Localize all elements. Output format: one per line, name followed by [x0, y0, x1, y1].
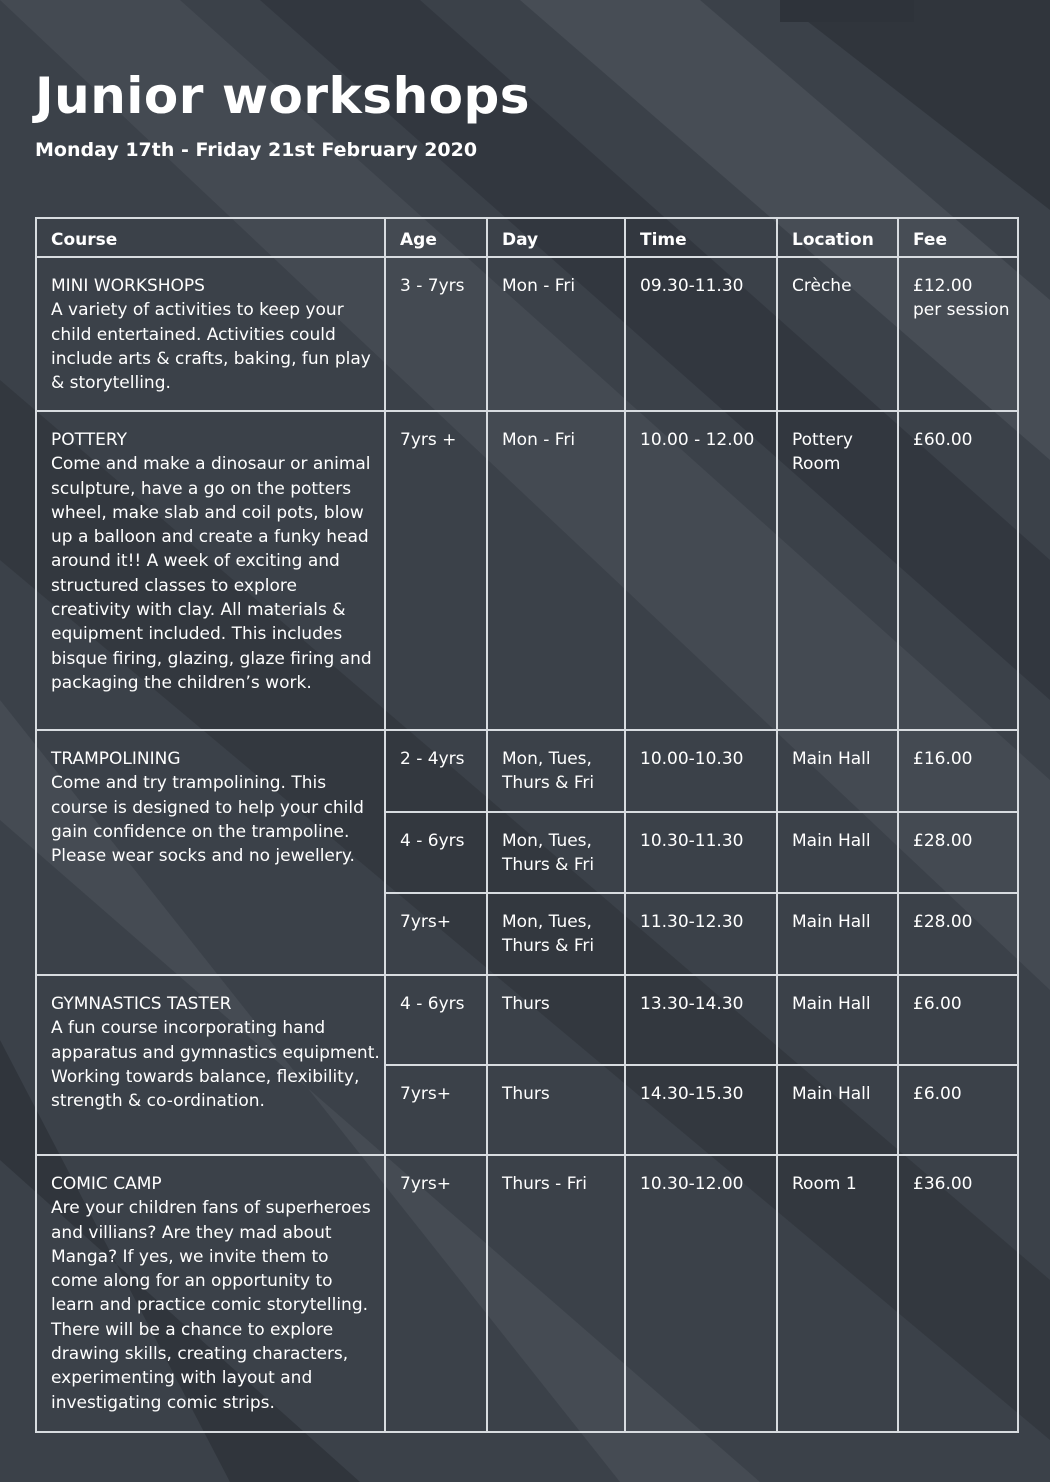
time-cell: 13.30-14.30 — [625, 975, 777, 1065]
day-cell: Mon - Fri — [487, 257, 625, 411]
course-cell — [36, 975, 385, 1155]
day-cell: Mon, Tues, Thurs & Fri — [487, 893, 625, 975]
top-accent-block — [780, 0, 914, 22]
age-cell: 7yrs+ — [385, 1155, 487, 1432]
age-cell: 2 - 4yrs — [385, 730, 487, 812]
age-cell: 4 - 6yrs — [385, 812, 487, 893]
course-cell — [36, 1155, 385, 1432]
fee-cell: £6.00 — [898, 975, 1018, 1065]
table-row — [36, 257, 1018, 411]
age-cell: 7yrs+ — [385, 1065, 487, 1155]
column-header-age: Age — [385, 218, 487, 257]
table-row — [36, 730, 1018, 812]
time-cell: 10.00 - 12.00 — [625, 411, 777, 730]
location-cell: Room 1 — [777, 1155, 898, 1432]
day-cell: Thurs — [487, 1065, 625, 1155]
day-cell: Mon - Fri — [487, 411, 625, 730]
column-header-course: Course — [36, 218, 385, 257]
course-title: TRAMPOLINING — [51, 749, 181, 769]
course-title: COMIC CAMP — [51, 1174, 162, 1194]
course-title: POTTERY — [51, 430, 127, 450]
page-title: Junior workshops — [35, 67, 531, 125]
location-cell: Main Hall — [777, 812, 898, 893]
location-cell: Pottery Room — [777, 411, 898, 730]
course-description: Are your children fans of superheroes and villians? Are they mad about Manga? If yes, we invite them to come along for an opportunity to learn and practice comic storytelling. There will be a chance to explore drawing skills, creating characters, experimenting with layout and investigating comic strips. — [51, 1198, 371, 1413]
column-header-time: Time — [625, 218, 777, 257]
date-range: Monday 17th - Friday 21st February 2020 — [35, 139, 478, 161]
fee-cell — [898, 257, 1018, 411]
age-cell: 7yrs + — [385, 411, 487, 730]
day-cell: Thurs - Fri — [487, 1155, 625, 1432]
course-cell — [36, 257, 385, 411]
fee-cell: £28.00 — [898, 812, 1018, 893]
time-cell: 10.30-11.30 — [625, 812, 777, 893]
column-header-day: Day — [487, 218, 625, 257]
location-cell: Main Hall — [777, 893, 898, 975]
location-cell: Main Hall — [777, 975, 898, 1065]
table-row — [36, 975, 1018, 1065]
time-cell: 09.30-11.30 — [625, 257, 777, 411]
column-header-location: Location — [777, 218, 898, 257]
table-row — [36, 411, 1018, 730]
table-row — [36, 1155, 1018, 1432]
day-cell: Mon, Tues, Thurs & Fri — [487, 730, 625, 812]
course-description: A fun course incorporating hand apparatus and gymnastics equipment. Working towards balance, flexibility, strength & co-ordination. — [51, 1018, 380, 1112]
location-cell: Main Hall — [777, 1065, 898, 1155]
location-cell: Main Hall — [777, 730, 898, 812]
column-header-fee: Fee — [898, 218, 1018, 257]
workshop-table — [35, 217, 1019, 1433]
fee-cell: £28.00 — [898, 893, 1018, 975]
time-cell: 10.30-12.00 — [625, 1155, 777, 1432]
day-cell: Mon, Tues, Thurs & Fri — [487, 812, 625, 893]
course-description: Come and try trampolining. This course is designed to help your child gain confidence on the trampoline. Please wear socks and no jewellery. — [51, 773, 364, 867]
time-cell: 14.30-15.30 — [625, 1065, 777, 1155]
table-header-row — [36, 218, 1018, 257]
age-cell: 4 - 6yrs — [385, 975, 487, 1065]
fee-note: per session — [913, 300, 1010, 321]
fee-cell: £36.00 — [898, 1155, 1018, 1432]
fee-amount: £12.00 — [913, 276, 973, 296]
age-cell: 7yrs+ — [385, 893, 487, 975]
day-cell: Thurs — [487, 975, 625, 1065]
location-cell: Crèche — [777, 257, 898, 411]
fee-cell: £6.00 — [898, 1065, 1018, 1155]
course-cell — [36, 411, 385, 730]
course-description: Come and make a dinosaur or animal sculpture, have a go on the potters wheel, make slab and coil pots, blow up a balloon and create a funky head around it!! A week of exciting and structured classes to explore creativity with clay. All materials & equipment included. This includes bisque firing, glazing, glaze firing and packaging the children’s work. — [51, 454, 372, 693]
course-title: GYMNASTICS TASTER — [51, 994, 232, 1014]
course-cell — [36, 730, 385, 975]
course-description: A variety of activities to keep your child entertained. Activities could include arts & crafts, baking, fun play & storytelling. — [51, 300, 371, 394]
fee-cell: £60.00 — [898, 411, 1018, 730]
age-cell: 3 - 7yrs — [385, 257, 487, 411]
time-cell: 10.00-10.30 — [625, 730, 777, 812]
fee-cell: £16.00 — [898, 730, 1018, 812]
time-cell: 11.30-12.30 — [625, 893, 777, 975]
course-title: MINI WORKSHOPS — [51, 276, 205, 296]
